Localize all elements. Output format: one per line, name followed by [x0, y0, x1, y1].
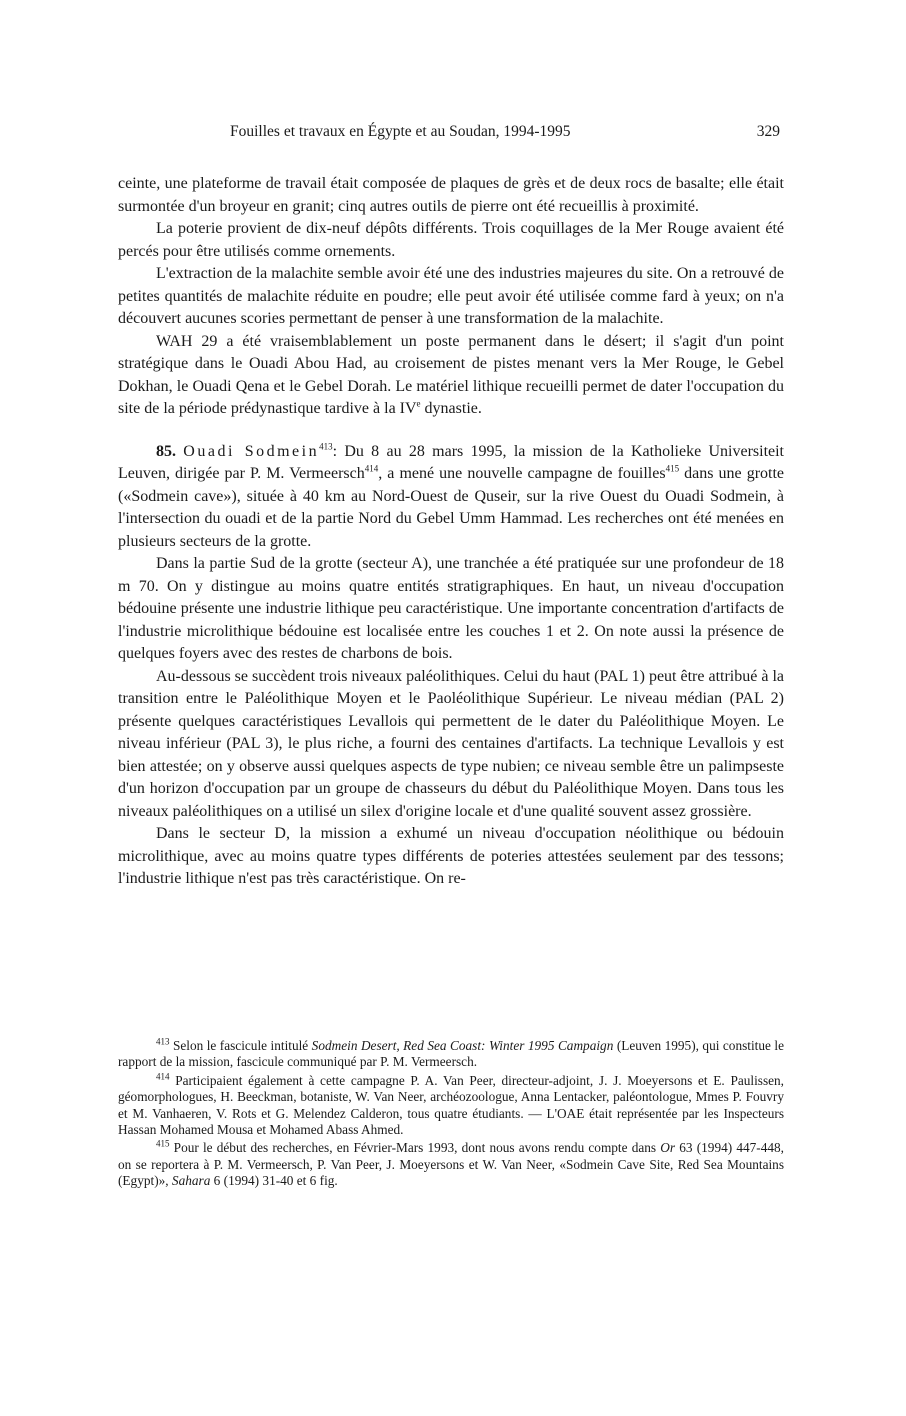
footnote-number: 415	[156, 1139, 170, 1150]
paragraph: Dans la partie Sud de la grotte (secteur A), une tranchée a été pratiquée sur une profondeur de 18 m 70. On y distingue au moins quatre entités stratigraphiques. En haut, un niveau d'occupation bédouine présente une industrie lithique peu caractéristique. Une importante concentration d'artifacts de l'industrie microlithique bédouine est localisée entre les couches 1 et 2. On note aussi la présence de quelques foyers avec des restes de charbons de bois.	[118, 555, 784, 662]
footnote-ref-414[interactable]: 414	[364, 463, 379, 474]
paragraph-text: dynastie.	[420, 400, 482, 417]
journal-title: Sahara	[171, 1173, 211, 1189]
paragraph	[118, 331, 784, 421]
superscript: e	[416, 398, 421, 409]
footnote-ref-415[interactable]: 415	[665, 463, 680, 474]
section-85-paragraph	[118, 441, 784, 554]
footnote-text: Pour le début des recherches, en Février-Mars 1993, dont nous avons rendu compte dans	[169, 1140, 661, 1156]
footnote-text: 6 (1994) 31-40 et 6 fig.	[210, 1173, 338, 1189]
footnote-text: Selon le fascicule intitulé	[169, 1038, 312, 1053]
paragraph-text: , a mené une nouvelle campagne de fouilles	[378, 465, 666, 482]
paragraph: Au-dessous se succèdent trois niveaux paléolithiques. Celui du haut (PAL 1) peut être attribué à la transition entre le Paléolithique Moyen et le Paoléolithique Supérieur. Le niveau médian (PAL 2) présente quelques caractéristiques Levallois qui permettent de le dater du Paléolithique Moyen. Le niveau inférieur (PAL 3), le plus riche, a fourni des centaines d'artifacts. La technique Levallois y est bien attestée; on y observe aussi quelques aspects de type nubien; ce niveau semble être un palimpseste d'un horizon d'occupation par un groupe de chasseurs du début du Paléolithique Moyen. Dans tous les niveaux paléolithiques on a utilisé un silex d'origine locale et d'une qualité souvent assez grossière.	[118, 667, 784, 820]
footnote-414	[118, 1073, 784, 1139]
paragraph: La poterie provient de dix-neuf dépôts différents. Trois coquillages de la Mer Rouge avaient été percés pour être utilisés comme ornements.	[118, 220, 784, 260]
footnote-415	[118, 1140, 784, 1189]
section-title: Ouadi Sodmein	[183, 442, 320, 460]
paragraph: ceinte, une plateforme de travail était composée de plaques de grès et de deux rocs de basalte; elle était surmontée d'un broyeur en granit; cinq autres outils de pierre ont été recueillis à proximité.	[118, 175, 784, 215]
section-number: 85.	[156, 442, 176, 460]
footnote-number: 413	[156, 1036, 170, 1047]
paragraph: Dans le secteur D, la mission a exhumé un niveau d'occupation néolithique ou bédouin microlithique, avec au moins quatre types différents de poteries attestées seulement par des tessons; l'industrie lithique n'est pas très caractéristique. On re-	[118, 825, 784, 887]
footnote-text: 63 (1994) 447-448, on se reportera à P. M. Vermeersch, P. Van Peer, J. Moeyersons et W. Van Neer, «Sodmein Cave Site, Red Sea Mountains (Egypt)»,	[118, 1140, 784, 1189]
main-text	[118, 173, 784, 891]
running-header	[118, 121, 784, 143]
footnote-ref-413[interactable]: 413	[319, 441, 333, 452]
journal-title: Or	[660, 1140, 676, 1156]
paragraph-text: WAH 29 a été vraisemblablement un poste permanent dans le désert; il s'agit d'un point stratégique dans le Ouadi Abou Had, au croisement de pistes menant vers la Mer Rouge, le Gebel Dokhan, le Ouadi Qena et le Gebel Dorah. Le matériel lithique recueilli permet de dater l'occupation du site de la période prédynastique tardive à la IV	[118, 332, 784, 417]
page-number: 329	[756, 123, 780, 140]
footnote-413	[118, 1038, 784, 1071]
footnotes	[118, 1038, 784, 1192]
paragraph: L'extraction de la malachite semble avoir été une des industries majeures du site. On a retrouvé de petites quantités de malachite réduite en poudre; elle peut avoir été utilisée comme fard à yeux; on n'a découvert aucunes scories permettant de penser à une transformation de la malachite.	[118, 265, 784, 327]
footnote-number: 414	[156, 1071, 170, 1082]
publication-title: Sodmein Desert, Red Sea Coast: Winter 1995 Campaign	[311, 1038, 614, 1053]
paragraph-text: Du 8 au 28 mars 1995, la mission de la Katholieke Universiteit Leuven, dirigée par P. M. Vermeersch	[118, 442, 785, 482]
paragraph-text: dans une grotte («Sodmein cave»), située à 40 km au Nord-Ouest de Quseir, sur la rive Ouest du Ouadi Sodmein, à l'intersection du ouadi et de la partie Nord du Gebel Umm Hammad. Les recherches ont été menées en plusieurs secteurs de la grotte.	[118, 465, 785, 550]
section-title-colon: :	[332, 442, 338, 460]
running-title: Fouilles et travaux en Égypte et au Soudan, 1994-1995	[230, 123, 571, 140]
footnote-text: (Leuven 1995), qui constitue le rapport de la mission, fascicule communiqué par P. M. Vermeersch.	[118, 1038, 784, 1070]
footnote-text: Participaient également à cette campagne P. A. Van Peer, directeur-adjoint, J. J. Moeyersons et E. Paulissen, géomorphologues, H. Beeckman, botaniste, W. Van Neer, archéozoologue, Anna Lentacker, paléontologue, Mmes P. Fouvry et M. Vanhaeren, V. Rots et G. Melendez Calderon, tous quatre étudiants. — L'OAE était représentée par les Inspecteurs Hassan Mohamed Mousa et Mohamed Abass Ahmed.	[118, 1072, 784, 1138]
